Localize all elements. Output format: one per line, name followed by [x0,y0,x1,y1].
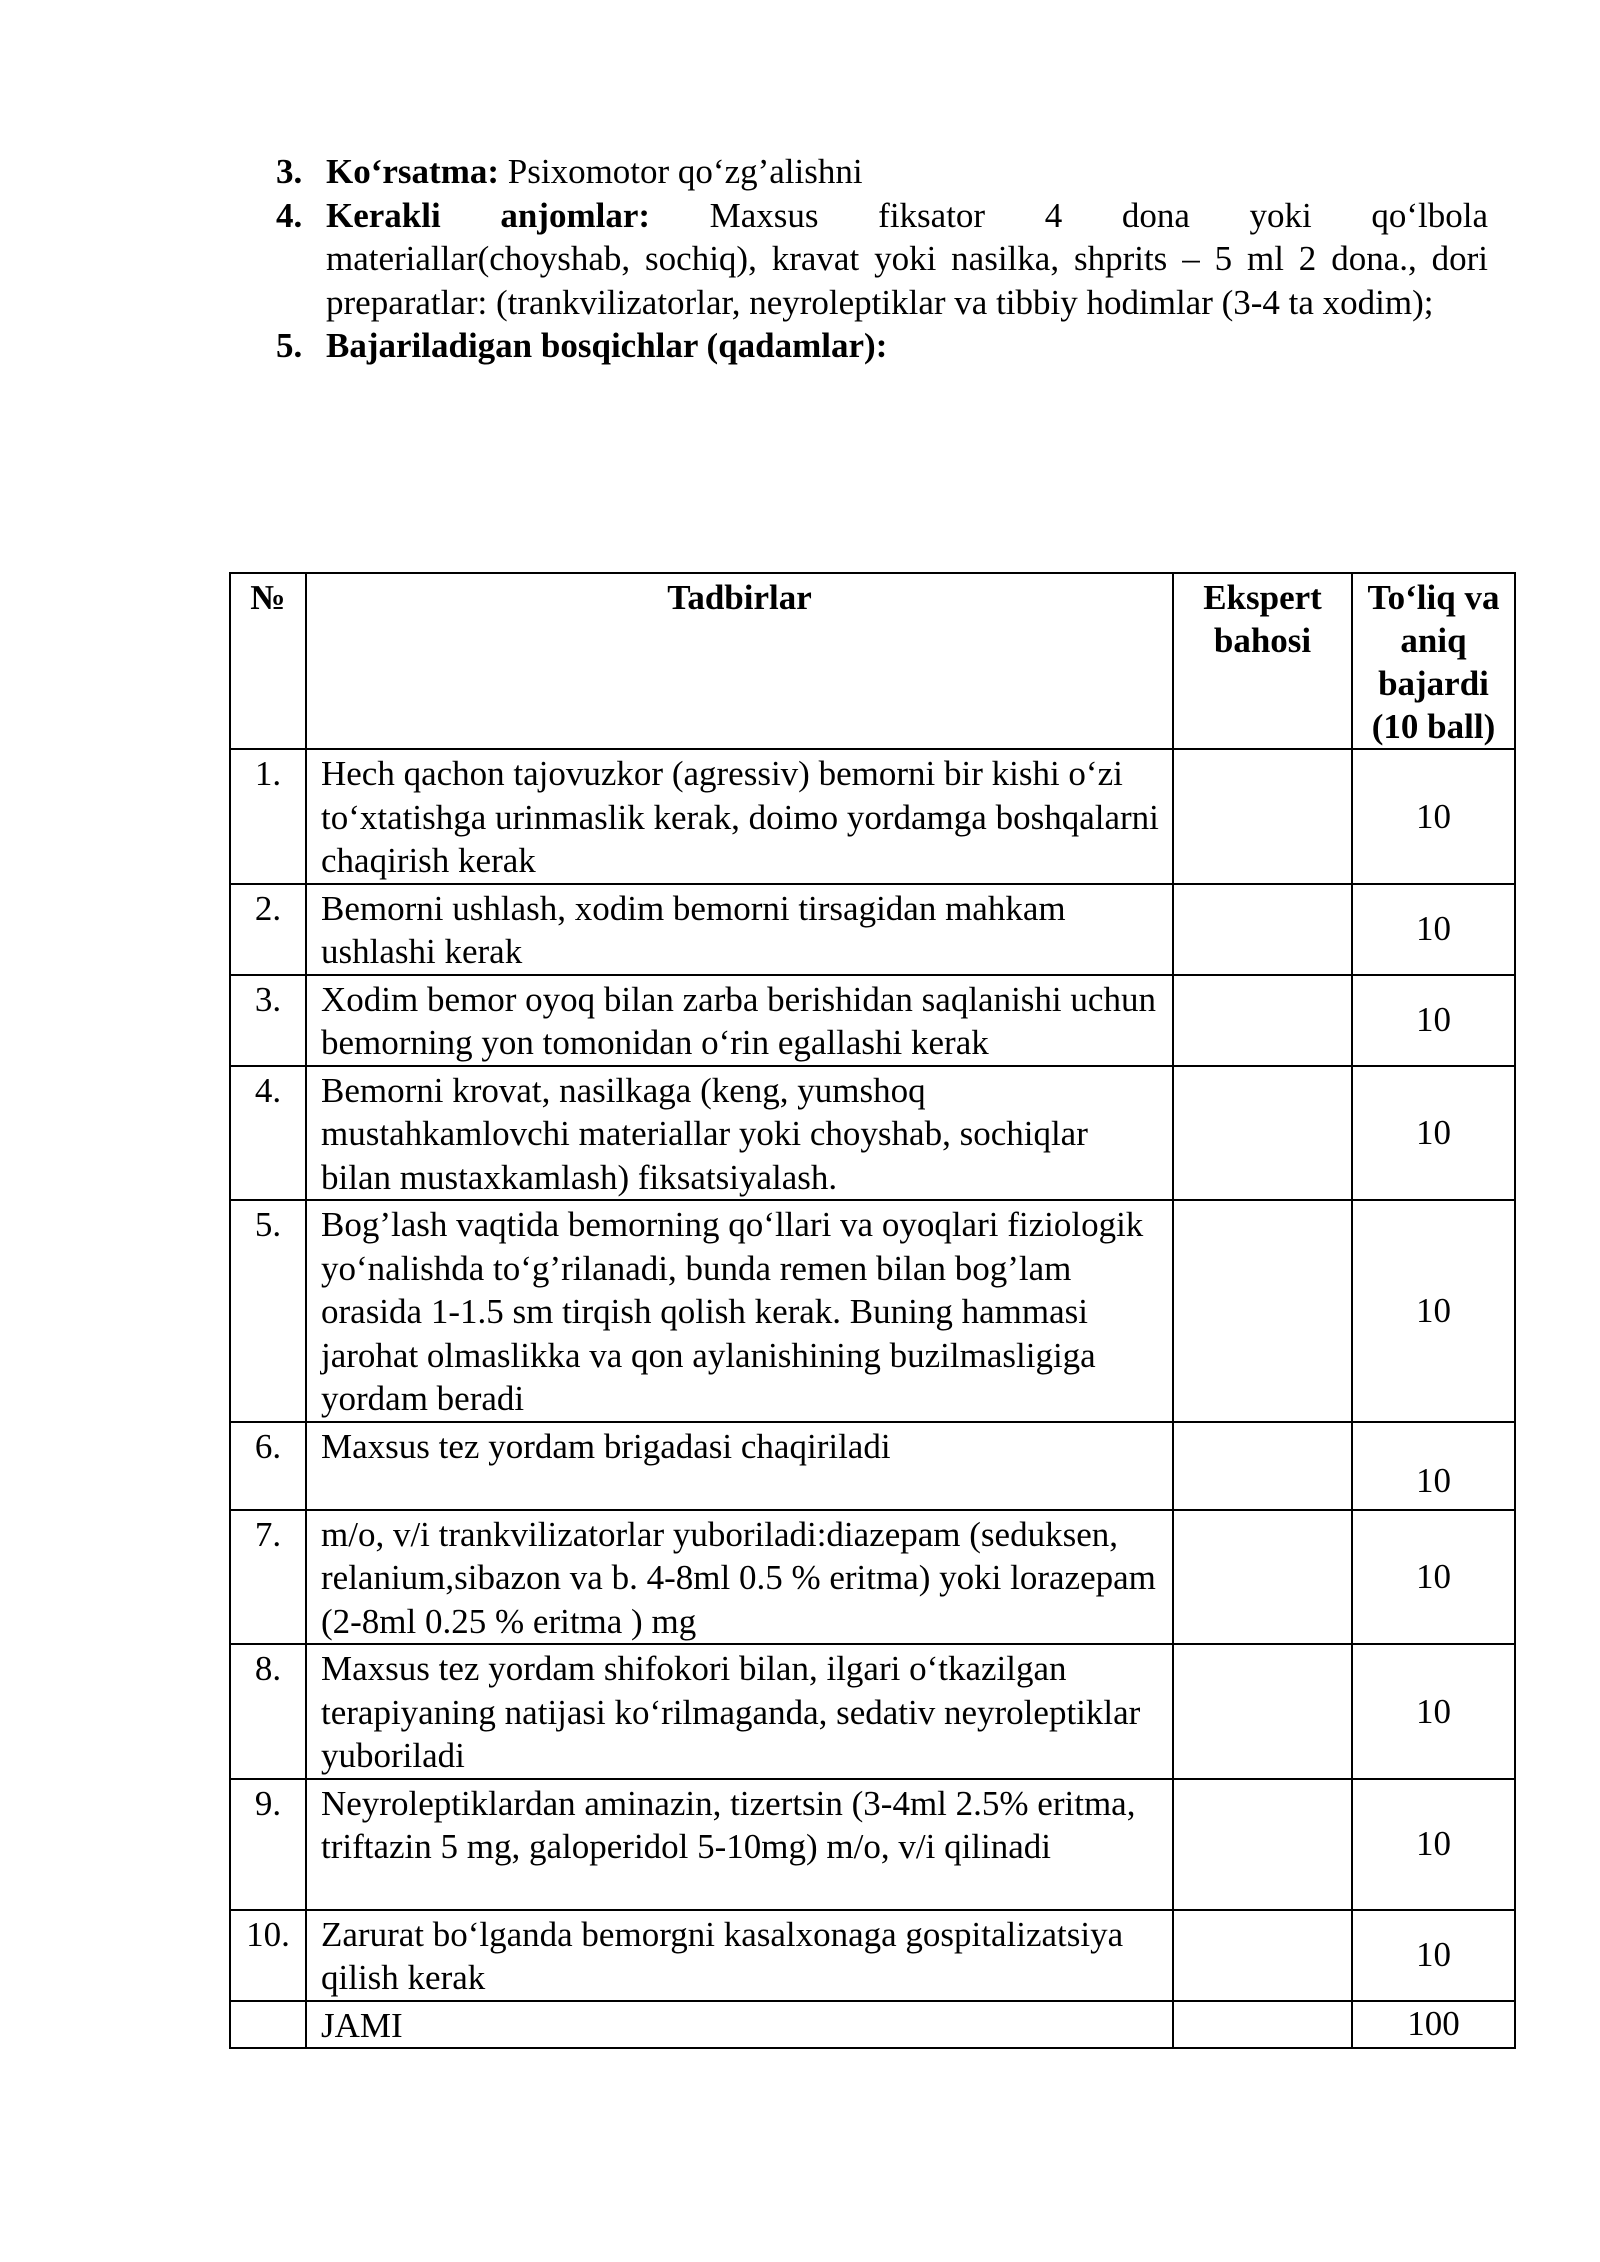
list-item-equipment [276,194,1488,325]
row-task: m/o, v/i trankvilizatorlar yuboriladi:diazepam (seduksen, relanium,sibazon va b. 4-8ml 0.5 % eritma) yoki lorazepam (2-8ml 0.25 % eritma ) mg [306,1510,1173,1645]
table-row [230,1510,1515,1645]
row-number: 3. [230,975,306,1066]
indication-label: Ko‘rsatma: [326,152,500,191]
table-total-row [230,2001,1515,2049]
row-expert-score [1173,1910,1352,2001]
row-number: 9. [230,1779,306,1910]
table-row [230,975,1515,1066]
row-number: 8. [230,1644,306,1779]
row-number [230,2001,306,2049]
row-number: 1. [230,749,306,884]
equipment-label: Kerakli anjomlar: [326,195,651,235]
row-score: 10 [1352,1644,1515,1779]
row-expert-score [1173,749,1352,884]
row-task: Hech qachon tajovuzkor (agressiv) bemorni bir kishi o‘zi to‘xtatishga urinmaslik kerak, doimo yordamga boshqalarni chaqirish kerak [306,749,1173,884]
indication-text: Psixomotor qo‘zg’alishni [499,152,863,191]
table-row [230,1200,1515,1422]
row-task: Bog’lash vaqtida bemorning qo‘llari va oyoqlari fiziologik yo‘nalishda to‘g’rilanadi, bunda remen bilan bog’lam orasida 1-1.5 sm tirqish qolish kerak. Buning hammasi jarohat olmaslikka va qon aylanishining buzilmasligiga yordam beradi [306,1200,1173,1422]
header-full-score: To‘liq va aniq bajardi (10 ball) [1352,573,1515,749]
row-score: 10 [1352,884,1515,975]
row-score: 10 [1352,1510,1515,1645]
table-header-row [230,573,1515,749]
row-task: Zarurat bo‘lganda bemorgni kasalxonaga gospitalizatsiya qilish kerak [306,1910,1173,2001]
row-task: Bemorni ushlash, xodim bemorni tirsagidan mahkam ushlashi kerak [306,884,1173,975]
list-number: 3. [276,152,303,191]
instructions-list [276,150,1488,368]
table-row [230,1422,1515,1510]
row-expert-score [1173,1510,1352,1645]
header-expert-score: Ekspert bahosi [1173,573,1352,749]
row-expert-score [1173,1200,1352,1422]
row-task: Bemorni krovat, nasilkaga (keng, yumshoq mustahkamlovchi materiallar yoki choyshab, sochiqlar bilan mustaxkamlash) fiksatsiyalash. [306,1066,1173,1201]
list-number: 4. [276,195,303,235]
row-expert-score [1173,1779,1352,1910]
row-score: 10 [1352,1779,1515,1910]
list-item-steps-heading [276,324,1488,368]
table-row [230,884,1515,975]
row-number: 6. [230,1422,306,1510]
table-row [230,1066,1515,1201]
row-expert-score [1173,1644,1352,1779]
equipment-text-rest: materiallar(choyshab, sochiq), kravat yoki nasilka, shprits – 5 ml 2 dona., dori preparatlar: (trankvilizatorlar, neyroleptiklar va tibbiy hodimlar (3-4 ta xodim); [326,239,1488,322]
row-number: 7. [230,1510,306,1645]
row-expert-score [1173,2001,1352,2049]
table-body [230,749,1515,2048]
table-row [230,1644,1515,1779]
row-score: 10 [1352,1422,1515,1510]
row-expert-score [1173,884,1352,975]
row-number: 10. [230,1910,306,2001]
table-row [230,749,1515,884]
row-expert-score [1173,1422,1352,1510]
row-task: Maxsus tez yordam shifokori bilan, ilgari o‘tkazilgan terapiyaning natijasi ko‘rilmaganda, sedativ neyroleptiklar yuboriladi [306,1644,1173,1779]
row-score: 10 [1352,975,1515,1066]
header-number: № [230,573,306,749]
equipment-text-first: Maxsus fiksator 4 dona yoki qo‘lbola [650,195,1488,235]
list-number: 5. [276,326,303,365]
row-expert-score [1173,1066,1352,1201]
row-score: 100 [1352,2001,1515,2049]
list-item-indication [276,150,1488,194]
row-expert-score [1173,975,1352,1066]
table-row [230,1779,1515,1910]
row-score: 10 [1352,1066,1515,1201]
row-number: 4. [230,1066,306,1201]
row-task: Maxsus tez yordam brigadasi chaqiriladi [306,1422,1173,1510]
steps-table [229,572,1516,2049]
row-score: 10 [1352,749,1515,884]
row-number: 2. [230,884,306,975]
steps-heading: Bajariladigan bosqichlar (qadamlar): [326,326,888,365]
header-tasks: Tadbirlar [306,573,1173,749]
row-task: Neyroleptiklardan aminazin, tizertsin (3-4ml 2.5% eritma, triftazin 5 mg, galoperidol 5-10mg) m/o, v/i qilinadi [306,1779,1173,1910]
row-task: Xodim bemor oyoq bilan zarba berishidan saqlanishi uchun bemorning yon tomonidan o‘rin egallashi kerak [306,975,1173,1066]
row-number: 5. [230,1200,306,1422]
row-task: JAMI [306,2001,1173,2049]
equipment-first-line [326,194,1488,238]
row-score: 10 [1352,1200,1515,1422]
row-score: 10 [1352,1910,1515,2001]
table-row [230,1910,1515,2001]
